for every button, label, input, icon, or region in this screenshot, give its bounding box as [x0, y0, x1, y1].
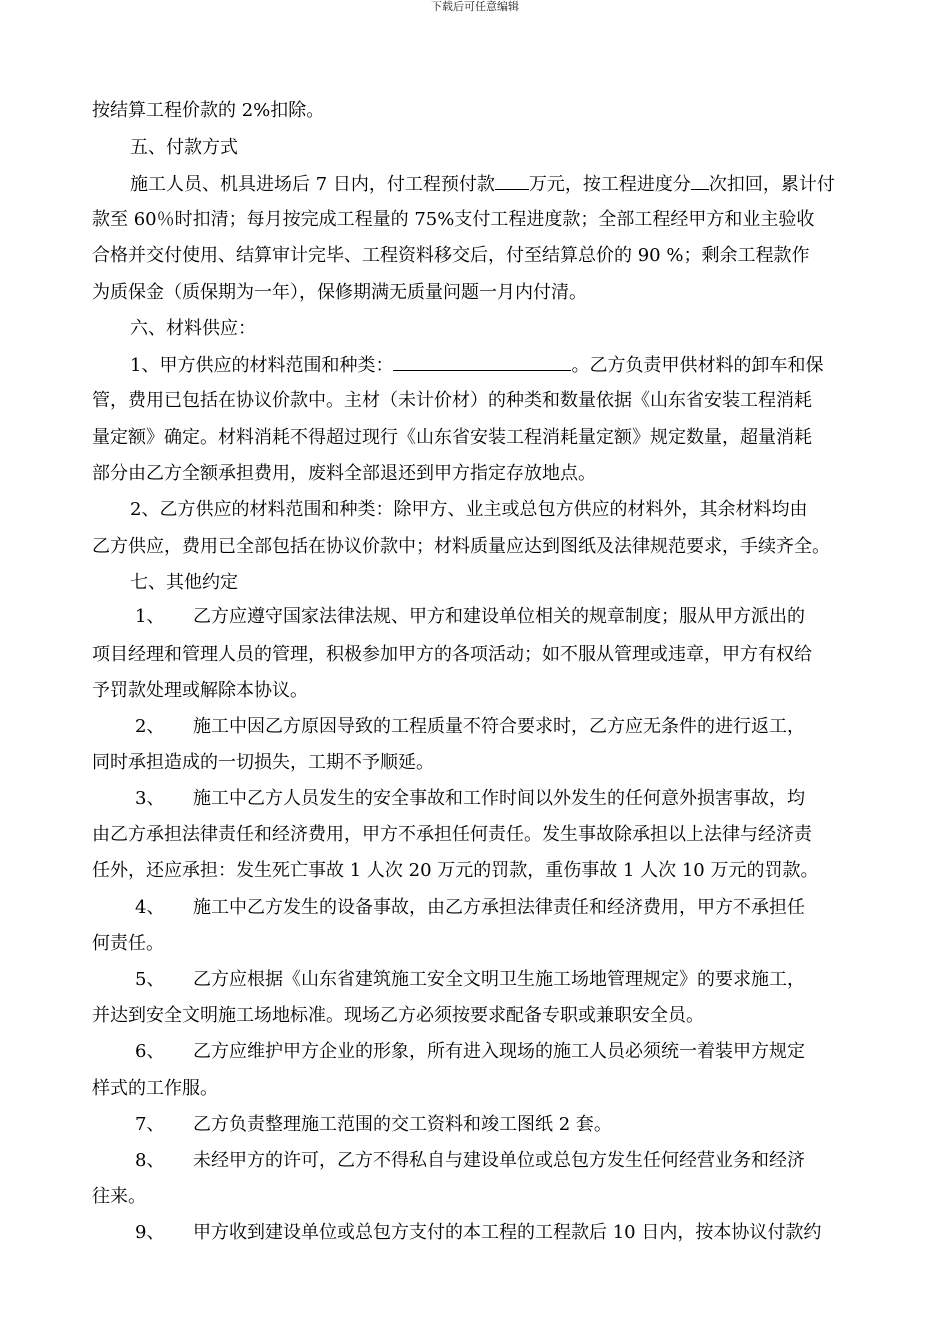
blank-field [495, 173, 529, 190]
paragraph-line: 施工中乙方发生的设备事故，由乙方承担法律责任和经济费用，甲方不承担任 [193, 897, 805, 918]
item-number: 9、 [135, 1222, 165, 1243]
item-number: 7、 [135, 1114, 165, 1135]
paragraph-line: 为质保金（质保期为一年），保修期满无质量问题一月内付清。 [92, 282, 587, 303]
paragraph-line: 乙方供应，费用已全部包括在协议价款中；材料质量应达到图纸及法律规范要求，手续齐全。 [92, 536, 830, 557]
item-number: 5、 [135, 969, 165, 990]
paragraph-line: 予罚款处理或解除本协议。 [92, 680, 308, 701]
paragraph-line: 款至 60％时扣清；每月按完成工程量的 75%支付工程进度款；全部工程经甲方和业主验收 [92, 209, 815, 230]
paragraph-line: 乙方负责整理施工范围的交工资料和竣工图纸 2 套。 [193, 1114, 612, 1135]
page-header: 下载后可任意编辑 [431, 0, 519, 13]
item-number: 3、 [135, 788, 165, 809]
item-number: 6、 [135, 1041, 165, 1062]
paragraph-line: 1、甲方供应的材料范围和种类： 。乙方负责甲供材料的卸车和保 [130, 355, 824, 376]
section-heading-5: 五、付款方式 [130, 137, 238, 158]
blank-field [393, 354, 571, 371]
paragraph-line: 由乙方承担法律责任和经济费用，甲方不承担任何责任。发生事故除承担以上法律与经济责 [92, 824, 812, 845]
paragraph-line: 任外，还应承担：发生死亡事故 1 人次 20 万元的罚款，重伤事故 1 人次 10 万元的罚款。 [92, 860, 819, 881]
blank-field [691, 173, 709, 190]
paragraph-line: 并达到安全文明施工场地标准。现场乙方必须按要求配备专职或兼职安全员。 [92, 1005, 704, 1026]
paragraph-line: 往来。 [92, 1186, 146, 1207]
paragraph-line: 施工中乙方人员发生的安全事故和工作时间以外发生的任何意外损害事故，均 [193, 788, 805, 809]
paragraph-line: 管，费用已包括在协议价款中。主材（未计价材）的种类和数量依据《山东省安装工程消耗 [92, 390, 812, 411]
paragraph-line: 样式的工作服。 [92, 1078, 218, 1099]
item-number: 8、 [135, 1150, 165, 1171]
paragraph-line: 项目经理和管理人员的管理，积极参加甲方的各项活动；如不服从管理或违章，甲方有权给 [92, 644, 812, 665]
paragraph-line: 何责任。 [92, 933, 164, 954]
paragraph-line: 施工人员、机具进场后 7 日内，付工程预付款 万元，按工程进度分 次扣回，累计付 [130, 174, 835, 195]
paragraph-line: 2、乙方供应的材料范围和种类：除甲方、业主或总包方供应的材料外，其余材料均由 [130, 499, 808, 520]
section-heading-6: 六、材料供应： [130, 318, 256, 339]
paragraph-line: 甲方收到建设单位或总包方支付的本工程的工程款后 10 日内，按本协议付款约 [193, 1222, 822, 1243]
paragraph-line: 量定额》确定。材料消耗不得超过现行《山东省安装工程消耗量定额》规定数量，超量消耗 [92, 427, 812, 448]
paragraph-line: 施工中因乙方原因导致的工程质量不符合要求时，乙方应无条件的进行返工， [193, 716, 805, 737]
paragraph-line: 同时承担造成的一切损失，工期不予顺延。 [92, 752, 434, 773]
paragraph-line: 乙方应维护甲方企业的形象，所有进入现场的施工人员必须统一着装甲方规定 [193, 1041, 805, 1062]
item-number: 4、 [135, 897, 165, 918]
paragraph-line: 乙方应根据《山东省建筑施工安全文明卫生施工场地管理规定》的要求施工， [193, 969, 805, 990]
paragraph-line: 部分由乙方全额承担费用，废料全部退还到甲方指定存放地点。 [92, 463, 596, 484]
paragraph-line: 未经甲方的许可，乙方不得私自与建设单位或总包方发生任何经营业务和经济 [193, 1150, 805, 1171]
section-heading-7: 七、其他约定 [130, 572, 238, 593]
item-number: 1、 [135, 606, 165, 627]
paragraph-line: 合格并交付使用、结算审计完毕、工程资料移交后，付至结算总价的 90 %；剩余工程款作 [92, 245, 810, 266]
paragraph-line: 乙方应遵守国家法律法规、甲方和建设单位相关的规章制度；服从甲方派出的 [193, 606, 805, 627]
item-number: 2、 [135, 716, 165, 737]
paragraph-line: 按结算工程价款的 2%扣除。 [92, 100, 325, 121]
